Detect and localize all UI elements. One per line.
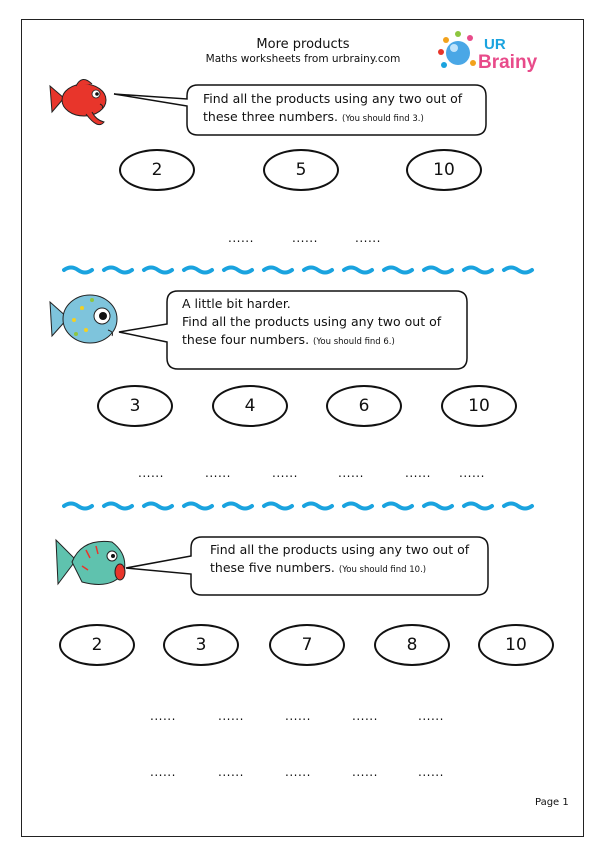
prompt-1-hint: (You should find 3.): [342, 114, 424, 124]
answer-blank[interactable]: ......: [292, 231, 318, 245]
number-oval: 6: [326, 385, 402, 427]
answer-blank[interactable]: ......: [205, 466, 231, 480]
worksheet-title: More products: [256, 37, 350, 52]
number-oval: 2: [59, 624, 135, 666]
wave-divider: [62, 498, 542, 514]
red-fish-illustration: [42, 72, 112, 134]
number-oval: 7: [269, 624, 345, 666]
prompt-2-line: Find all the products using any two out of: [182, 314, 442, 329]
answer-blank[interactable]: ......: [228, 231, 254, 245]
number-oval: 8: [374, 624, 450, 666]
logo-text-brainy: Brainy: [478, 52, 538, 73]
answer-blank[interactable]: ......: [405, 466, 431, 480]
prompt-3: [210, 541, 490, 579]
number-oval: 4: [212, 385, 288, 427]
prompt-3-tail: these five numbers.: [210, 560, 335, 575]
prompt-2-line: A little bit harder.: [182, 296, 291, 311]
answer-blank[interactable]: ......: [352, 765, 378, 779]
prompt-2: [182, 295, 462, 351]
blue-fish-illustration: [46, 284, 122, 354]
prompt-2-hint: (You should find 6.): [313, 337, 395, 347]
answer-blank[interactable]: ......: [459, 466, 485, 480]
number-oval: 5: [263, 149, 339, 191]
number-oval: 10: [406, 149, 482, 191]
prompt-1-line: Find all the products using any two out of: [203, 91, 463, 106]
answer-blank[interactable]: ......: [352, 709, 378, 723]
urbrainy-logo: [428, 27, 548, 77]
prompt-3-line: Find all the products using any two out of: [210, 542, 470, 557]
prompt-2-tail: these four numbers.: [182, 332, 310, 347]
logo-text-ur: UR: [484, 36, 506, 53]
answer-blank[interactable]: ......: [355, 231, 381, 245]
answer-blank[interactable]: ......: [218, 709, 244, 723]
answer-blank[interactable]: ......: [418, 709, 444, 723]
number-oval: 10: [478, 624, 554, 666]
answer-blank[interactable]: ......: [272, 466, 298, 480]
answer-blank[interactable]: ......: [150, 709, 176, 723]
answer-blank[interactable]: ......: [285, 709, 311, 723]
wave-divider: [62, 262, 542, 278]
number-oval: 3: [163, 624, 239, 666]
answer-blank[interactable]: ......: [150, 765, 176, 779]
answer-blank[interactable]: ......: [338, 466, 364, 480]
answer-blank[interactable]: ......: [138, 466, 164, 480]
number-oval: 2: [119, 149, 195, 191]
prompt-1-tail: these three numbers.: [203, 109, 339, 124]
number-oval: 3: [97, 385, 173, 427]
answer-blank[interactable]: ......: [285, 765, 311, 779]
worksheet-subtitle: Maths worksheets from urbrainy.com: [205, 53, 401, 65]
page-number: Page 1: [535, 797, 569, 808]
number-oval: 10: [441, 385, 517, 427]
answer-blank[interactable]: ......: [218, 765, 244, 779]
prompt-3-hint: (You should find 10.): [338, 565, 427, 575]
answer-blank[interactable]: ......: [418, 765, 444, 779]
prompt-1: [203, 90, 483, 128]
